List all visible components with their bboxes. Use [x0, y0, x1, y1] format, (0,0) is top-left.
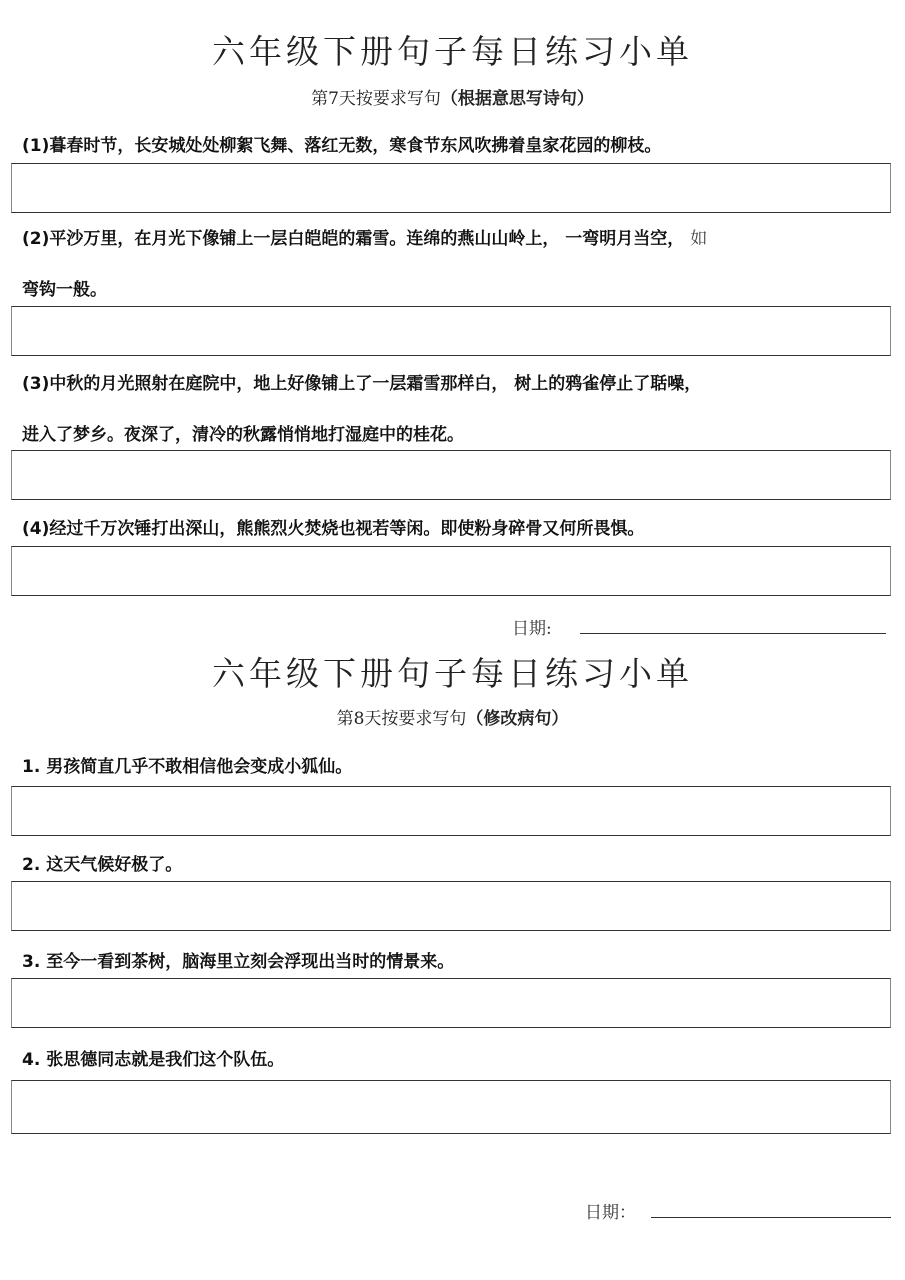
sheet1-question-4: (4)经过千万次锤打出深山，熊熊烈火焚烧也视若等闲。即使粉身碎骨又何所畏惧。	[22, 519, 645, 539]
sheet2-subtitle	[0, 704, 905, 729]
sheet1-question-2-text: (2)平沙万里，在月光下像铺上一层白皑皑的霜雪。连绵的燕山山岭上， 一弯明月当空，	[22, 229, 685, 249]
sheet1-date-line[interactable]	[580, 633, 886, 634]
sheet2-answer-box-2[interactable]	[11, 881, 891, 931]
sheet1-question-3-line1: (3)中秋的月光照射在庭院中，地上好像铺上了一层霜雪那样白， 树上的鸦雀停止了聒噪，	[22, 374, 702, 394]
sheet2-title: 六年级下册句子每日练习小单	[212, 654, 693, 693]
sheet2-date-line[interactable]	[651, 1217, 891, 1218]
sheet1-title: 六年级下册句子每日练习小单	[212, 32, 693, 71]
sheet2-date-label: 日期：	[585, 1203, 636, 1223]
sheet1-answer-box-4[interactable]	[11, 546, 891, 596]
sheet2-answer-box-4[interactable]	[11, 1080, 891, 1134]
sheet1-question-1: (1)暮春时节，长安城处处柳絮飞舞、落红无数，寒食节东风吹拂着皇家花园的柳枝。	[22, 136, 662, 156]
sheet1-answer-box-2[interactable]	[11, 306, 891, 356]
sheet2-task: （修改病句）	[466, 709, 569, 729]
sheet2-question-1: 1. 男孩简直几乎不敢相信他会变成小狐仙。	[22, 757, 353, 777]
sheet2-day: 第8天按要求写句	[336, 709, 467, 729]
sheet2-answer-box-3[interactable]	[11, 978, 891, 1028]
sheet1-day: 第7天按要求写句	[311, 89, 441, 109]
sheet2-question-2: 2. 这天气候好极了。	[22, 855, 183, 875]
sheet1-task: （根据意思写诗句）	[440, 89, 594, 109]
sheet2-question-4: 4. 张思德同志就是我们这个队伍。	[22, 1050, 285, 1070]
sheet2-question-3: 3. 至今一看到茶树，脑海里立刻会浮现出当时的情景来。	[22, 952, 455, 972]
sheet1-question-2-tail: 如	[690, 229, 708, 249]
sheet1-subtitle	[0, 84, 905, 109]
sheet1-answer-box-3[interactable]	[11, 450, 891, 500]
sheet2-answer-box-1[interactable]	[11, 786, 891, 836]
sheet1-date-label: 日期:	[512, 619, 552, 639]
sheet1-question-2-line1	[22, 224, 707, 249]
sheet1-answer-box-1[interactable]	[11, 163, 891, 213]
sheet1-question-3-line2: 进入了梦乡。夜深了，清冷的秋露悄悄地打湿庭中的桂花。	[22, 425, 464, 445]
sheet1-question-2-line2: 弯钩一般。	[22, 280, 107, 300]
